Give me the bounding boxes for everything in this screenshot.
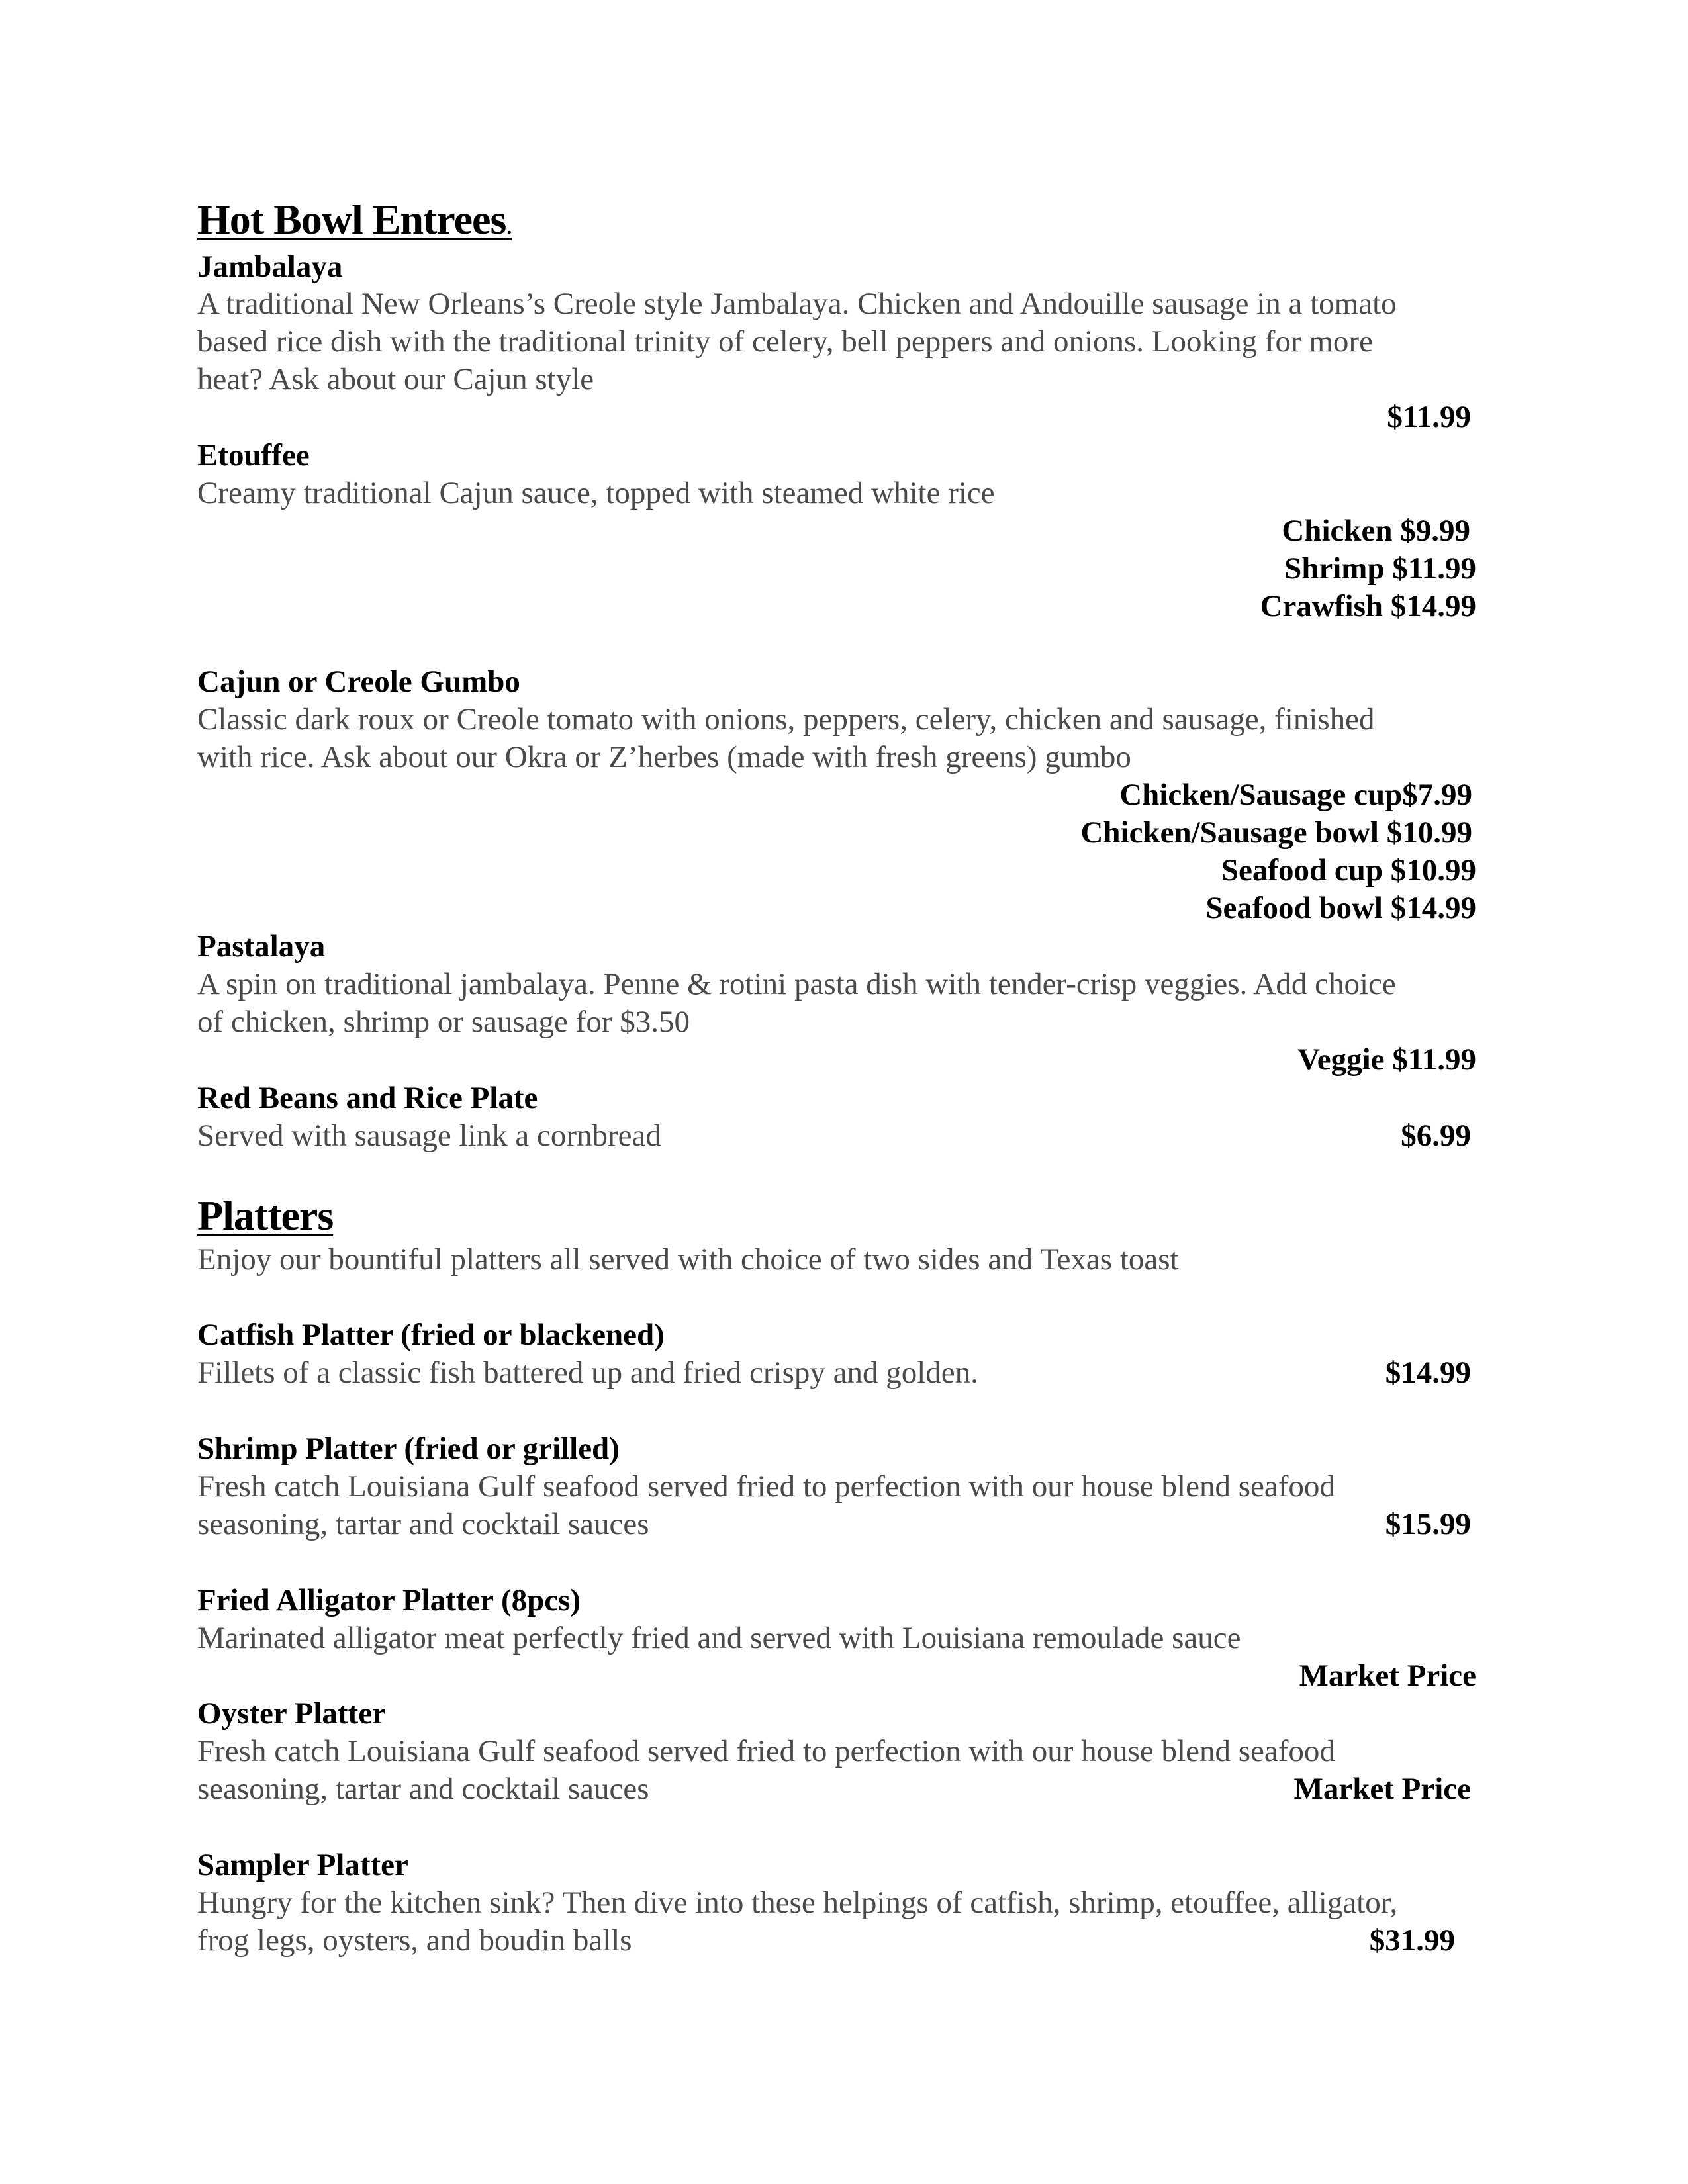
item-price-etouffee-crawfish: Crawfish $14.99	[1260, 589, 1476, 623]
item-price-gumbo-chicken-cup: Chicken/Sausage cup$7.99	[1119, 778, 1472, 812]
item-desc-line: seasoning, tartar and cocktail sauces	[197, 1507, 649, 1541]
section-heading-hot-bowl-entrees	[197, 196, 512, 243]
item-price-catfish: $14.99	[1385, 1355, 1471, 1390]
section-heading-platters: Platters	[197, 1192, 334, 1239]
item-price-jambalaya: $11.99	[1387, 400, 1471, 434]
item-desc-line: based rice dish with the traditional trinity of celery, bell peppers and onions. Looking for more	[197, 324, 1373, 359]
item-desc-line: Fresh catch Louisiana Gulf seafood served fried to perfection with our house blend seafood	[197, 1469, 1335, 1504]
item-price-etouffee-shrimp: Shrimp $11.99	[1284, 551, 1476, 586]
item-desc-line: Served with sausage link a cornbread	[197, 1118, 661, 1153]
section-intro-platters: Enjoy our bountiful platters all served with choice of two sides and Texas toast	[197, 1242, 1179, 1277]
item-name-red-beans: Red Beans and Rice Plate	[197, 1081, 538, 1115]
item-name-jambalaya: Jambalaya	[197, 250, 343, 284]
section-title-suffix: .	[506, 210, 512, 240]
item-desc-line: Fresh catch Louisiana Gulf seafood served fried to perfection with our house blend seafood	[197, 1734, 1335, 1768]
item-price-oyster: Market Price	[1293, 1772, 1471, 1806]
item-price-sampler: $31.99	[1369, 1923, 1455, 1958]
item-desc-line: Creamy traditional Cajun sauce, topped with steamed white rice	[197, 476, 995, 510]
item-desc-line: seasoning, tartar and cocktail sauces	[197, 1772, 649, 1806]
item-price-pastalaya: Veggie $11.99	[1297, 1042, 1476, 1077]
item-name-shrimp: Shrimp Platter (fried or grilled)	[197, 1432, 620, 1466]
item-name-sampler: Sampler Platter	[197, 1848, 408, 1882]
item-desc-line: frog legs, oysters, and boudin balls	[197, 1923, 632, 1958]
item-price-shrimp: $15.99	[1385, 1507, 1471, 1541]
section-title: Hot Bowl Entrees	[197, 196, 506, 243]
item-name-oyster: Oyster Platter	[197, 1696, 386, 1731]
item-desc-line: A traditional New Orleans’s Creole style Jambalaya. Chicken and Andouille sausage in a tomato	[197, 287, 1397, 321]
item-name-gumbo: Cajun or Creole Gumbo	[197, 664, 520, 699]
item-desc-line: Fillets of a classic fish battered up and fried crispy and golden.	[197, 1355, 978, 1390]
item-price-alligator: Market Price	[1299, 1659, 1476, 1693]
item-price-gumbo-chicken-bowl: Chicken/Sausage bowl $10.99	[1080, 815, 1472, 850]
item-desc-line: heat? Ask about our Cajun style	[197, 362, 594, 396]
item-name-pastalaya: Pastalaya	[197, 929, 326, 964]
item-desc-line: Classic dark roux or Creole tomato with onions, peppers, celery, chicken and sausage, finished	[197, 702, 1375, 737]
item-desc-line: A spin on traditional jambalaya. Penne & rotini pasta dish with tender-crisp veggies. Add choice	[197, 967, 1396, 1001]
item-desc-line: with rice. Ask about our Okra or Z’herbes (made with fresh greens) gumbo	[197, 740, 1131, 774]
item-price-gumbo-seafood-bowl: Seafood bowl $14.99	[1205, 891, 1476, 925]
item-name-catfish: Catfish Platter (fried or blackened)	[197, 1318, 665, 1352]
item-name-etouffee: Etouffee	[197, 438, 310, 473]
item-price-etouffee-chicken: Chicken $9.99	[1282, 514, 1470, 548]
item-price-red-beans: $6.99	[1401, 1118, 1471, 1153]
item-name-alligator: Fried Alligator Platter (8pcs)	[197, 1583, 581, 1617]
item-desc-line: Marinated alligator meat perfectly fried and served with Louisiana remoulade sauce	[197, 1621, 1241, 1655]
item-desc-line: Hungry for the kitchen sink? Then dive into these helpings of catfish, shrimp, etouffee, alligator,	[197, 1886, 1398, 1920]
item-price-gumbo-seafood-cup: Seafood cup $10.99	[1221, 853, 1476, 887]
item-desc-line: of chicken, shrimp or sausage for $3.50	[197, 1005, 690, 1039]
